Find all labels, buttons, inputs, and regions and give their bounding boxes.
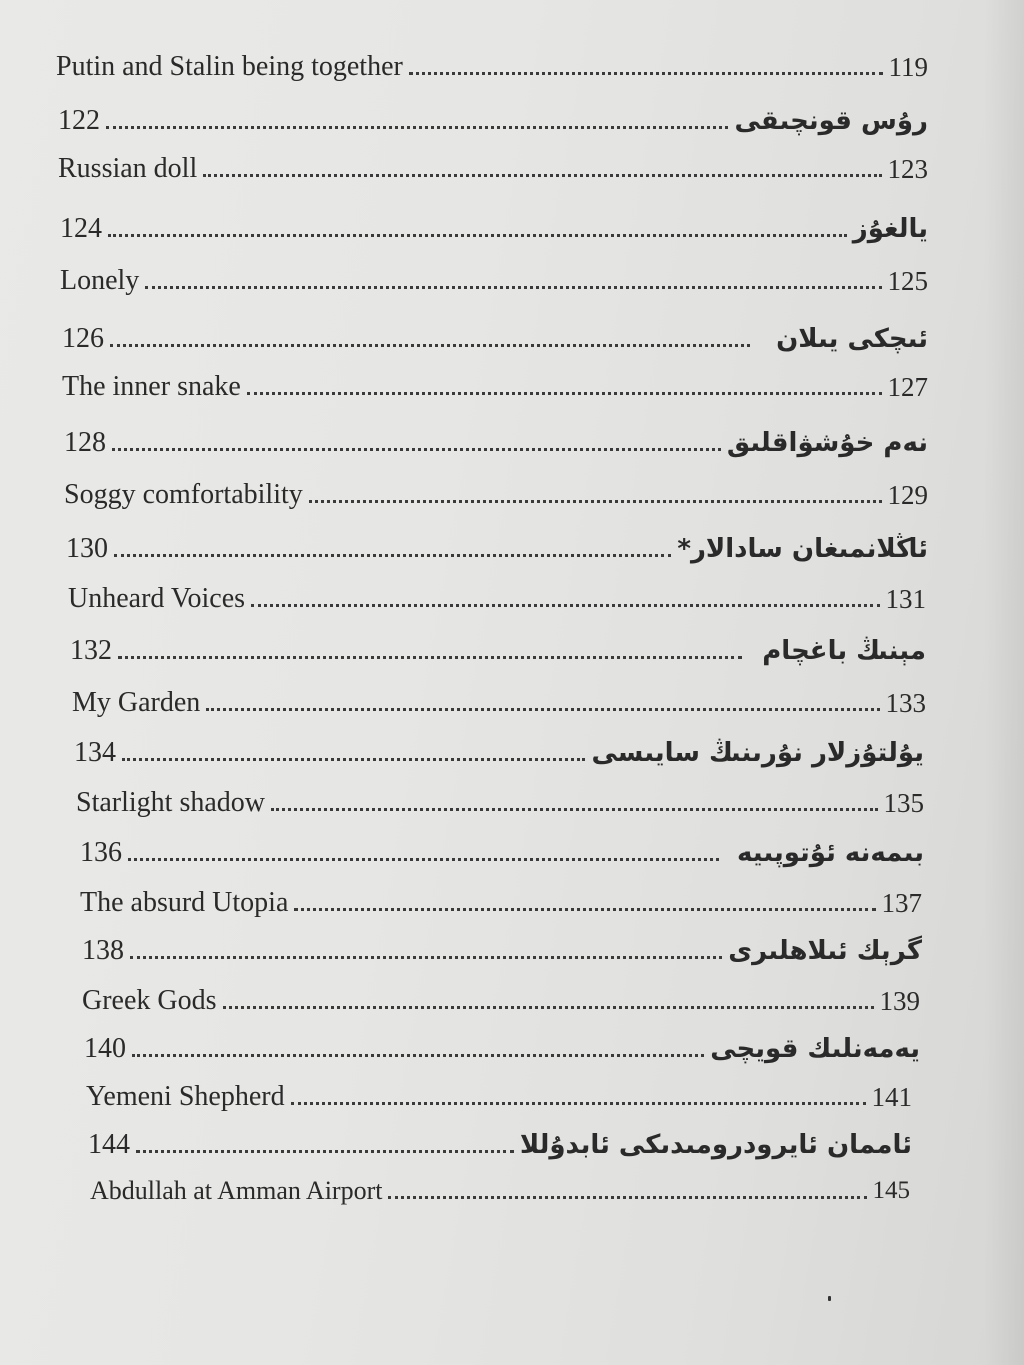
toc-entry bbox=[56, 44, 928, 84]
entry-page-number: 137 bbox=[881, 888, 922, 918]
toc-entry bbox=[90, 1168, 910, 1208]
entry-title: Greek Gods bbox=[82, 985, 217, 1016]
entry-page-number: 130 bbox=[66, 533, 108, 564]
dot-leader bbox=[145, 286, 881, 289]
toc-entry bbox=[76, 780, 924, 820]
toc-entry bbox=[88, 1122, 912, 1162]
toc-entry bbox=[58, 98, 928, 138]
entry-title: The absurd Utopia bbox=[80, 887, 289, 918]
entry-title: Putin and Stalin being together bbox=[56, 51, 403, 82]
entry-page-number: 134 bbox=[74, 737, 116, 768]
toc-entry bbox=[82, 928, 922, 968]
toc-entry bbox=[64, 420, 928, 460]
entry-page-number: 126 bbox=[62, 323, 104, 354]
dot-leader bbox=[136, 1150, 514, 1153]
dot-leader bbox=[294, 908, 875, 911]
entry-page-number: 124 bbox=[60, 213, 102, 244]
entry-title: ئىچكى يىلان bbox=[776, 324, 928, 354]
entry-title: بىمەنە ئۇتوپىيە bbox=[736, 838, 924, 868]
toc-entry bbox=[80, 830, 924, 870]
toc-entry bbox=[72, 680, 926, 720]
dot-leader bbox=[122, 758, 585, 761]
entry-title: Yemeni Shepherd bbox=[86, 1081, 285, 1112]
dot-leader bbox=[291, 1102, 866, 1105]
toc-entry bbox=[82, 978, 920, 1018]
toc-entry bbox=[62, 316, 928, 356]
entry-page-number: 141 bbox=[871, 1082, 912, 1112]
entry-title: ئاڭلانمىغان سادالار* bbox=[677, 534, 928, 564]
dot-leader bbox=[206, 708, 879, 711]
entry-title: Russian doll bbox=[58, 153, 198, 184]
entry-title: يالغۇز bbox=[852, 214, 928, 244]
entry-page-number: 136 bbox=[80, 837, 122, 868]
entry-page-number: 133 bbox=[885, 688, 926, 718]
toc-entry bbox=[66, 526, 928, 566]
entry-title: نەم خۇشۋاقلىق bbox=[726, 428, 928, 458]
entry-page-number: 127 bbox=[887, 372, 928, 402]
entry-page-number: 128 bbox=[64, 427, 106, 458]
dot-leader bbox=[112, 448, 721, 451]
toc-entry bbox=[64, 472, 928, 512]
toc-entry bbox=[80, 880, 922, 920]
dot-leader bbox=[106, 126, 728, 129]
dot-leader bbox=[309, 500, 882, 503]
dot-leader bbox=[128, 858, 719, 861]
entry-title: مېنىڭ باغچام bbox=[762, 636, 926, 666]
dot-leader bbox=[223, 1006, 874, 1009]
dot-leader bbox=[130, 956, 722, 959]
entry-page-number: 123 bbox=[887, 154, 928, 184]
dot-leader bbox=[247, 392, 882, 395]
dot-leader bbox=[114, 554, 671, 557]
entry-title: گرېك ئىلاھلىرى bbox=[728, 936, 922, 966]
toc-entry bbox=[60, 258, 928, 298]
entry-page-number: 138 bbox=[82, 935, 124, 966]
dot-leader bbox=[110, 344, 750, 347]
entry-page-number: 125 bbox=[887, 266, 928, 296]
dot-leader bbox=[271, 808, 878, 811]
entry-page-number: 140 bbox=[84, 1033, 126, 1064]
toc-entry bbox=[86, 1074, 912, 1114]
entry-title: Unheard Voices bbox=[68, 583, 246, 614]
entry-page-number: 131 bbox=[885, 584, 926, 614]
entry-title: My Garden bbox=[72, 687, 201, 718]
entry-title: ئاممان ئايرودرومىدىكى ئابدۇللا bbox=[519, 1130, 912, 1160]
entry-page-number: 119 bbox=[888, 52, 928, 82]
entry-page-number: 139 bbox=[879, 986, 920, 1016]
entry-page-number: 144 bbox=[88, 1129, 130, 1160]
dot-leader bbox=[118, 656, 742, 659]
entry-title: Abdullah at Amman Airport bbox=[90, 1176, 383, 1205]
toc-entry bbox=[84, 1026, 920, 1066]
toc-entry bbox=[74, 730, 924, 770]
dot-leader bbox=[251, 604, 879, 607]
dot-leader bbox=[388, 1196, 866, 1199]
entry-page-number: 129 bbox=[887, 480, 928, 510]
toc-entry bbox=[60, 206, 928, 246]
dot-leader bbox=[132, 1054, 704, 1057]
entry-title: Soggy comfortability bbox=[64, 479, 303, 510]
toc-entry bbox=[70, 628, 926, 668]
toc-entry bbox=[68, 576, 926, 616]
dot-leader bbox=[108, 234, 847, 237]
entry-title: Starlight shadow bbox=[76, 787, 265, 818]
ink-speck bbox=[828, 1296, 831, 1301]
dot-leader bbox=[203, 174, 881, 177]
dot-leader bbox=[409, 72, 883, 75]
entry-title: Lonely bbox=[60, 265, 140, 296]
entry-title: يۇلتۇزلار نۇرىنىڭ سايىسى bbox=[591, 738, 924, 768]
entry-page-number: 135 bbox=[883, 788, 924, 818]
entry-page-number: 145 bbox=[872, 1177, 910, 1204]
entry-page-number: 122 bbox=[58, 105, 100, 136]
entry-title: يەمەنلىك قويچى bbox=[710, 1034, 920, 1064]
toc-entry bbox=[58, 146, 928, 186]
toc-entry bbox=[62, 364, 928, 404]
entry-page-number: 132 bbox=[70, 635, 112, 666]
entry-title: The inner snake bbox=[62, 371, 241, 402]
entry-title: رۇس قونچىقى bbox=[734, 106, 928, 136]
